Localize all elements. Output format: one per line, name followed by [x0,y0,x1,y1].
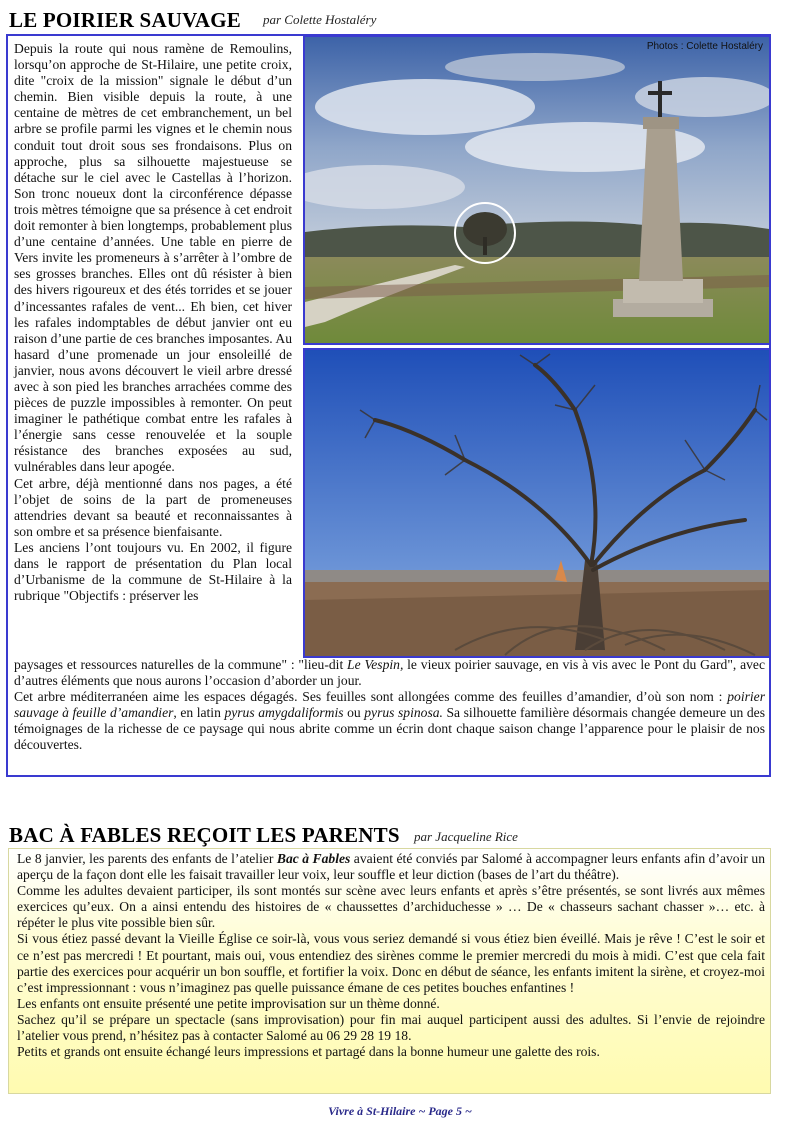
article-2-text [17,851,765,1060]
landscape-photo-1 [305,37,769,343]
paragraph: Si vous étiez passé devant la Vieille Église ce soir-là, vous vous seriez demandé si vous étiez bien éveillé. Mais je rêve ! C’est le soir et ce n’est pas mercredi ! Et pourtant, mais oui, vous entendiez des sirènes comme le premier mercredi du mois à midi. C’est que cela fait partie des exercices pour acquérir un bon souffle, et fortifier la voix. Donc en début de séance, les enfants imitent la sirène, et croyez-moi c’est impressionnant : vous n’imaginez pas quelle puissance émane de ces petites bouches enfantines ! [17,931,765,995]
article-full-text [14,657,765,754]
article-byline: par Colette Hostaléry [263,12,377,27]
page-footer: Vivre à St-Hilaire ~ Page 5 ~ [328,1104,472,1118]
paragraph: paysages et ressources naturelles de la commune" : "lieu-dit Le Vespin, le vieux poirier sauvage, en vis à vis avec le Pont du Gard", avec d’autres éléments que nous aurons l’occasion d’aborder un jour. [14,657,765,689]
paragraph: Le 8 janvier, les parents des enfants de l’atelier Bac à Fables avaient été conviés par Salomé à accompagner leurs enfants afin d’avoir un aperçu de la façon dont elle les faisait travailler leur voix, leur souffle et leur diction (bases de l’art du théâtre). [17,851,765,883]
paragraph: Cet arbre méditerranéen aime les espaces dégagés. Ses feuilles sont allongées comme des feuilles d’amandier, d’où son nom : poirier sauvage à feuille d’amandier, en latin pyrus amygdaliformis ou pyrus spinosa. Sa silhouette familière désormais changée demeure un des témoignages de la richesse de ce paysage qui nous abrite comme un écrin dont chaque saison change l’apparence pour le plaisir de nos découvertes. [14,689,766,753]
photo-broken-tree [303,348,771,658]
paragraph: Les enfants ont ensuite présenté une petite improvisation sur un thème donné. [17,995,440,1011]
landscape-photo-2 [305,350,769,656]
paragraph: Cet arbre, déjà mentionné dans nos pages, a été l’objet de soins de la part de promeneuses attendries devant sa beauté et reconnaissantes à son ombre et sa présence bienfaisante. [14,475,292,539]
paragraph: Comme les adultes devaient participer, ils sont montés sur scène avec leurs enfants et après s’être présentés, se sont livrés aux mêmes exercices qu’eux. On a ainsi entendu des histoires de « chaussettes d’archiduchesse » … De « chasseurs sachant chasser »… etc. à répéter le plus vite possible bien sûr. [17,883,765,931]
paragraph: Sachez qu’il se prépare un spectacle (sans improvisation) pour fin mai auquel participent aussi des adultes. Si l’envie de rejoindre l’atelier vous prend, n’hésitez pas à contacter Salomé au 06 29 28 19 18. [17,1011,765,1044]
paragraph: Depuis la route qui nous ramène de Remoulins, lorsqu’on approche de St-Hilaire, une petite croix, dite "croix de la mission" signale le début d’un chemin. Bien visible depuis la route, à une centaine de mètres de cet embranchement, un bel arbre se profile parmi les vignes et le chemin nous conduit tout droit sous ses frondaisons. Plus on approche, plus sa silhouette majestueuse se détache sur le ciel avec le Castellas à l’horizon. Son tronc noueux dont la circonférence dépasse trois mètres témoigne que sa présence à cet endroit doit remonter à bien longtemps, probablement plus d’une centaine d’années. Une table en pierre de Vers invite les promeneurs à s’arrêter à l’ombre de ses grosses branches. Elles ont dû résister à bien des hivers rigoureux et des étés torrides et se jouer d’incessantes rafales de vent... Eh bien, cet hiver les rafales indomptables de début janvier ont eu raison d’une partie de ces branches imposantes. Au hasard d’une promenade un jour ensoleillé de janvier, nous avons découvert le vieil arbre dressé avec à son pied les branches arrachées comme des pièces de puzzle impossibles à remonter. On peut imaginer le pathétique combat entre les rafales à l’énergie sans cesse renouvelée et la souple résistance des branches exposées au sud, vulnérables dans leur apogée. [14,41,292,475]
article-byline: par Jacqueline Rice [414,829,518,844]
article-title: BAC À FABLES REÇOIT LES PARENTS [9,823,400,847]
photo-cross-and-tree [303,35,771,345]
article-title: LE POIRIER SAUVAGE [9,8,241,32]
paragraph: Petits et grands ont ensuite échangé leurs impressions et partagé dans la bonne humeur une galette des rois. [17,1044,600,1060]
paragraph: Les anciens l’ont toujours vu. En 2002, il figure dans le rapport de présentation du Plan local d’Urbanisme de la commune de St-Hilaire à la rubrique "Objectifs : préserver les [14,539,292,604]
article-column-text [14,41,292,604]
photo-credit: Photos : Colette Hostaléry [646,41,763,52]
